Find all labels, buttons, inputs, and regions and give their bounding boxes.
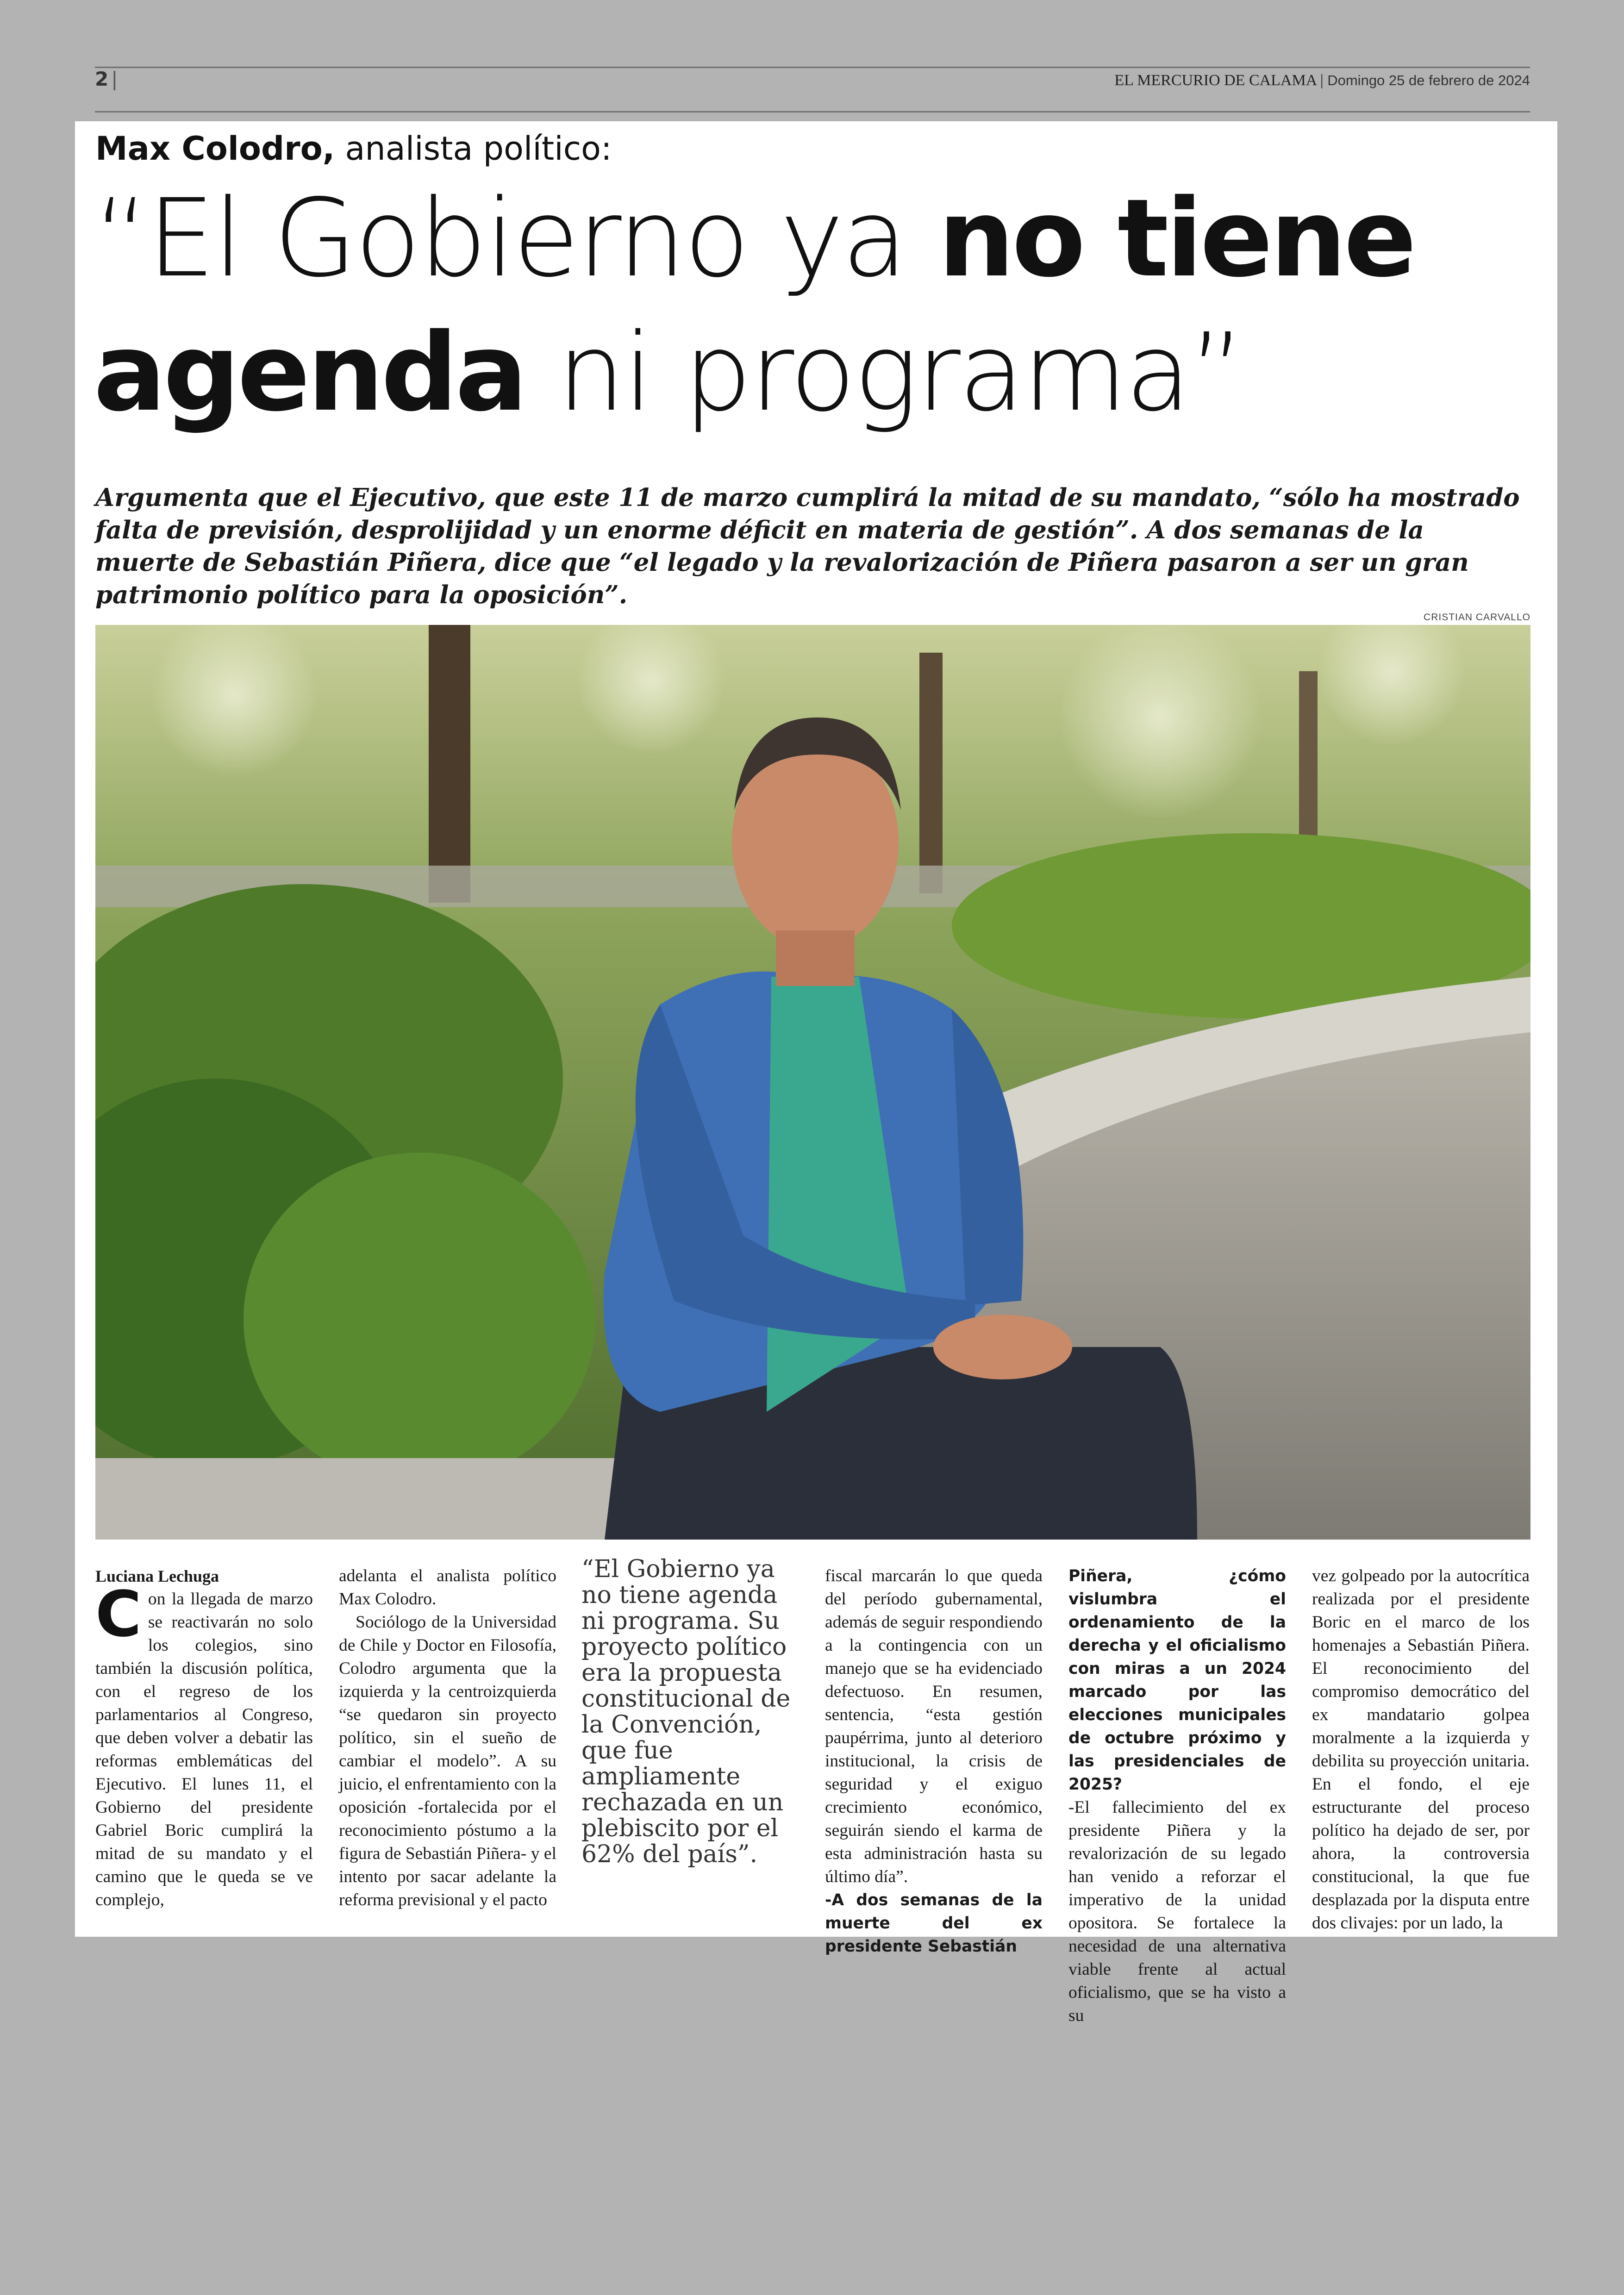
masthead [1114,72,1530,89]
header-top-rule [95,67,1530,68]
answer-1: -El fallecimiento del ex presidente Piñera y la revalorización de su legado han venido a reforzar el imperativo de la unidad opositora. Se fortalece la necesidad de una alternativa viable frente al actual oficialismo, que se ha visto a su [1068,1798,1286,2025]
column-4 [825,1565,1043,1958]
dropcap: C [95,1578,142,1651]
column-5 [1068,1565,1286,2027]
column-6-text: vez golpeado por la autocrítica realizada por el presidente Boric en el marco de los homenajes a Sebastián Piñera. El reconocimiento del compromiso democrático del ex mandatario golpea moralmente a la izquierda y debilita su proyección unitaria. En el fondo, el eje estructurante del proceso político ha dejado de ser, por ahora, la controversia constitucional, la que fue desplazada por la disputa entre dos clivajes: por un lado, la [1312,1566,1530,1933]
column-2-lead: adelanta el analista político Max Colodro. [339,1566,556,1609]
header-bottom-rule [95,111,1530,112]
question-1-end: Piñera, ¿cómo vislumbra el ordenamiento de la derecha y el oficialismo con miras a un 2024 marcado por las elecciones municipales de octubre próximo y las presidenciales de 2025? [1068,1567,1286,1794]
kicker-role: analista político: [335,130,612,168]
article-page [75,121,1557,2025]
headline: “El Gobierno ya no tiene agenda ni programa” [94,176,1414,435]
column-2 [339,1565,556,1912]
column-2-text: Sociólogo de la Universidad de Chile y Doctor en Filosofía, Colodro argumenta que la izquierda y la centroizquierda “se quedaron sin proyecto político, sin el sueño de cambiar el modelo”. A su juicio, el enfrentamiento con la oposición -fortalecida por el reconocimiento póstumo a la figura de Sebastián Piñera- y el intento por sacar adelante la reforma previsional y el pacto [339,1613,556,1909]
column-6 [1312,1565,1530,1935]
deck: Argumenta que el Ejecutivo, que este 11 de marzo cumplirá la mitad de su mandato, “sólo ha mostrado falta de previsión, desprolijidad y un enorme déficit en materia de gestión”. A dos semanas de la muerte de Sebastián Piñera, dice que “el legado y la revalorización de Piñera pasaron a ser un gran patrimonio político para la oposición”. [95,483,1520,609]
column-4-text: fiscal marcarán lo que queda del período gubernamental, además de seguir respondiendo a la contingencia con un manejo que se ha evidenciado defectuoso. En resumen, sentencia, “esta gestión paupérrima, junto al deterioro institucional, la crisis de seguridad y el exiguo crecimiento económico, seguirán siendo el karma de esta administración hasta su último día”. [825,1566,1043,1886]
page-number: 2 | [95,68,118,90]
masthead-name: EL MERCURIO DE CALAMA | [1114,72,1324,89]
column-1-text: on la llegada de marzo se reactivarán no solo los colegios, sino también la discusión política, con el regreso de los parlamentarios al Congreso, que deben volver a debatir las reformas emblemáticas del Ejecutivo. El lunes 11, el Gobierno del presidente Gabriel Boric cumplirá la mitad de su mandato y el camino que le queda se ve complejo, [95,1590,313,1909]
issue-date: Domingo 25 de febrero de 2024 [1327,72,1530,88]
pull-quote: “El Gobierno ya no tiene agenda ni programa. Su proyecto político era la propuesta constitucional de la Convención, que fue ampliamente rechazada en un plebiscito por el 62% del país”. [581,1555,791,1868]
portrait-photo [95,625,1530,1540]
photo-credit: CRISTIAN CARVALLO [1424,612,1530,623]
column-1 [95,1565,313,1912]
byline: Luciana Lechuga [95,1567,219,1585]
kicker [95,130,612,168]
kicker-name: Max Colodro, [95,130,335,168]
question-1-start: -A dos semanas de la muerte del ex presidente Sebastián [825,1891,1043,1956]
